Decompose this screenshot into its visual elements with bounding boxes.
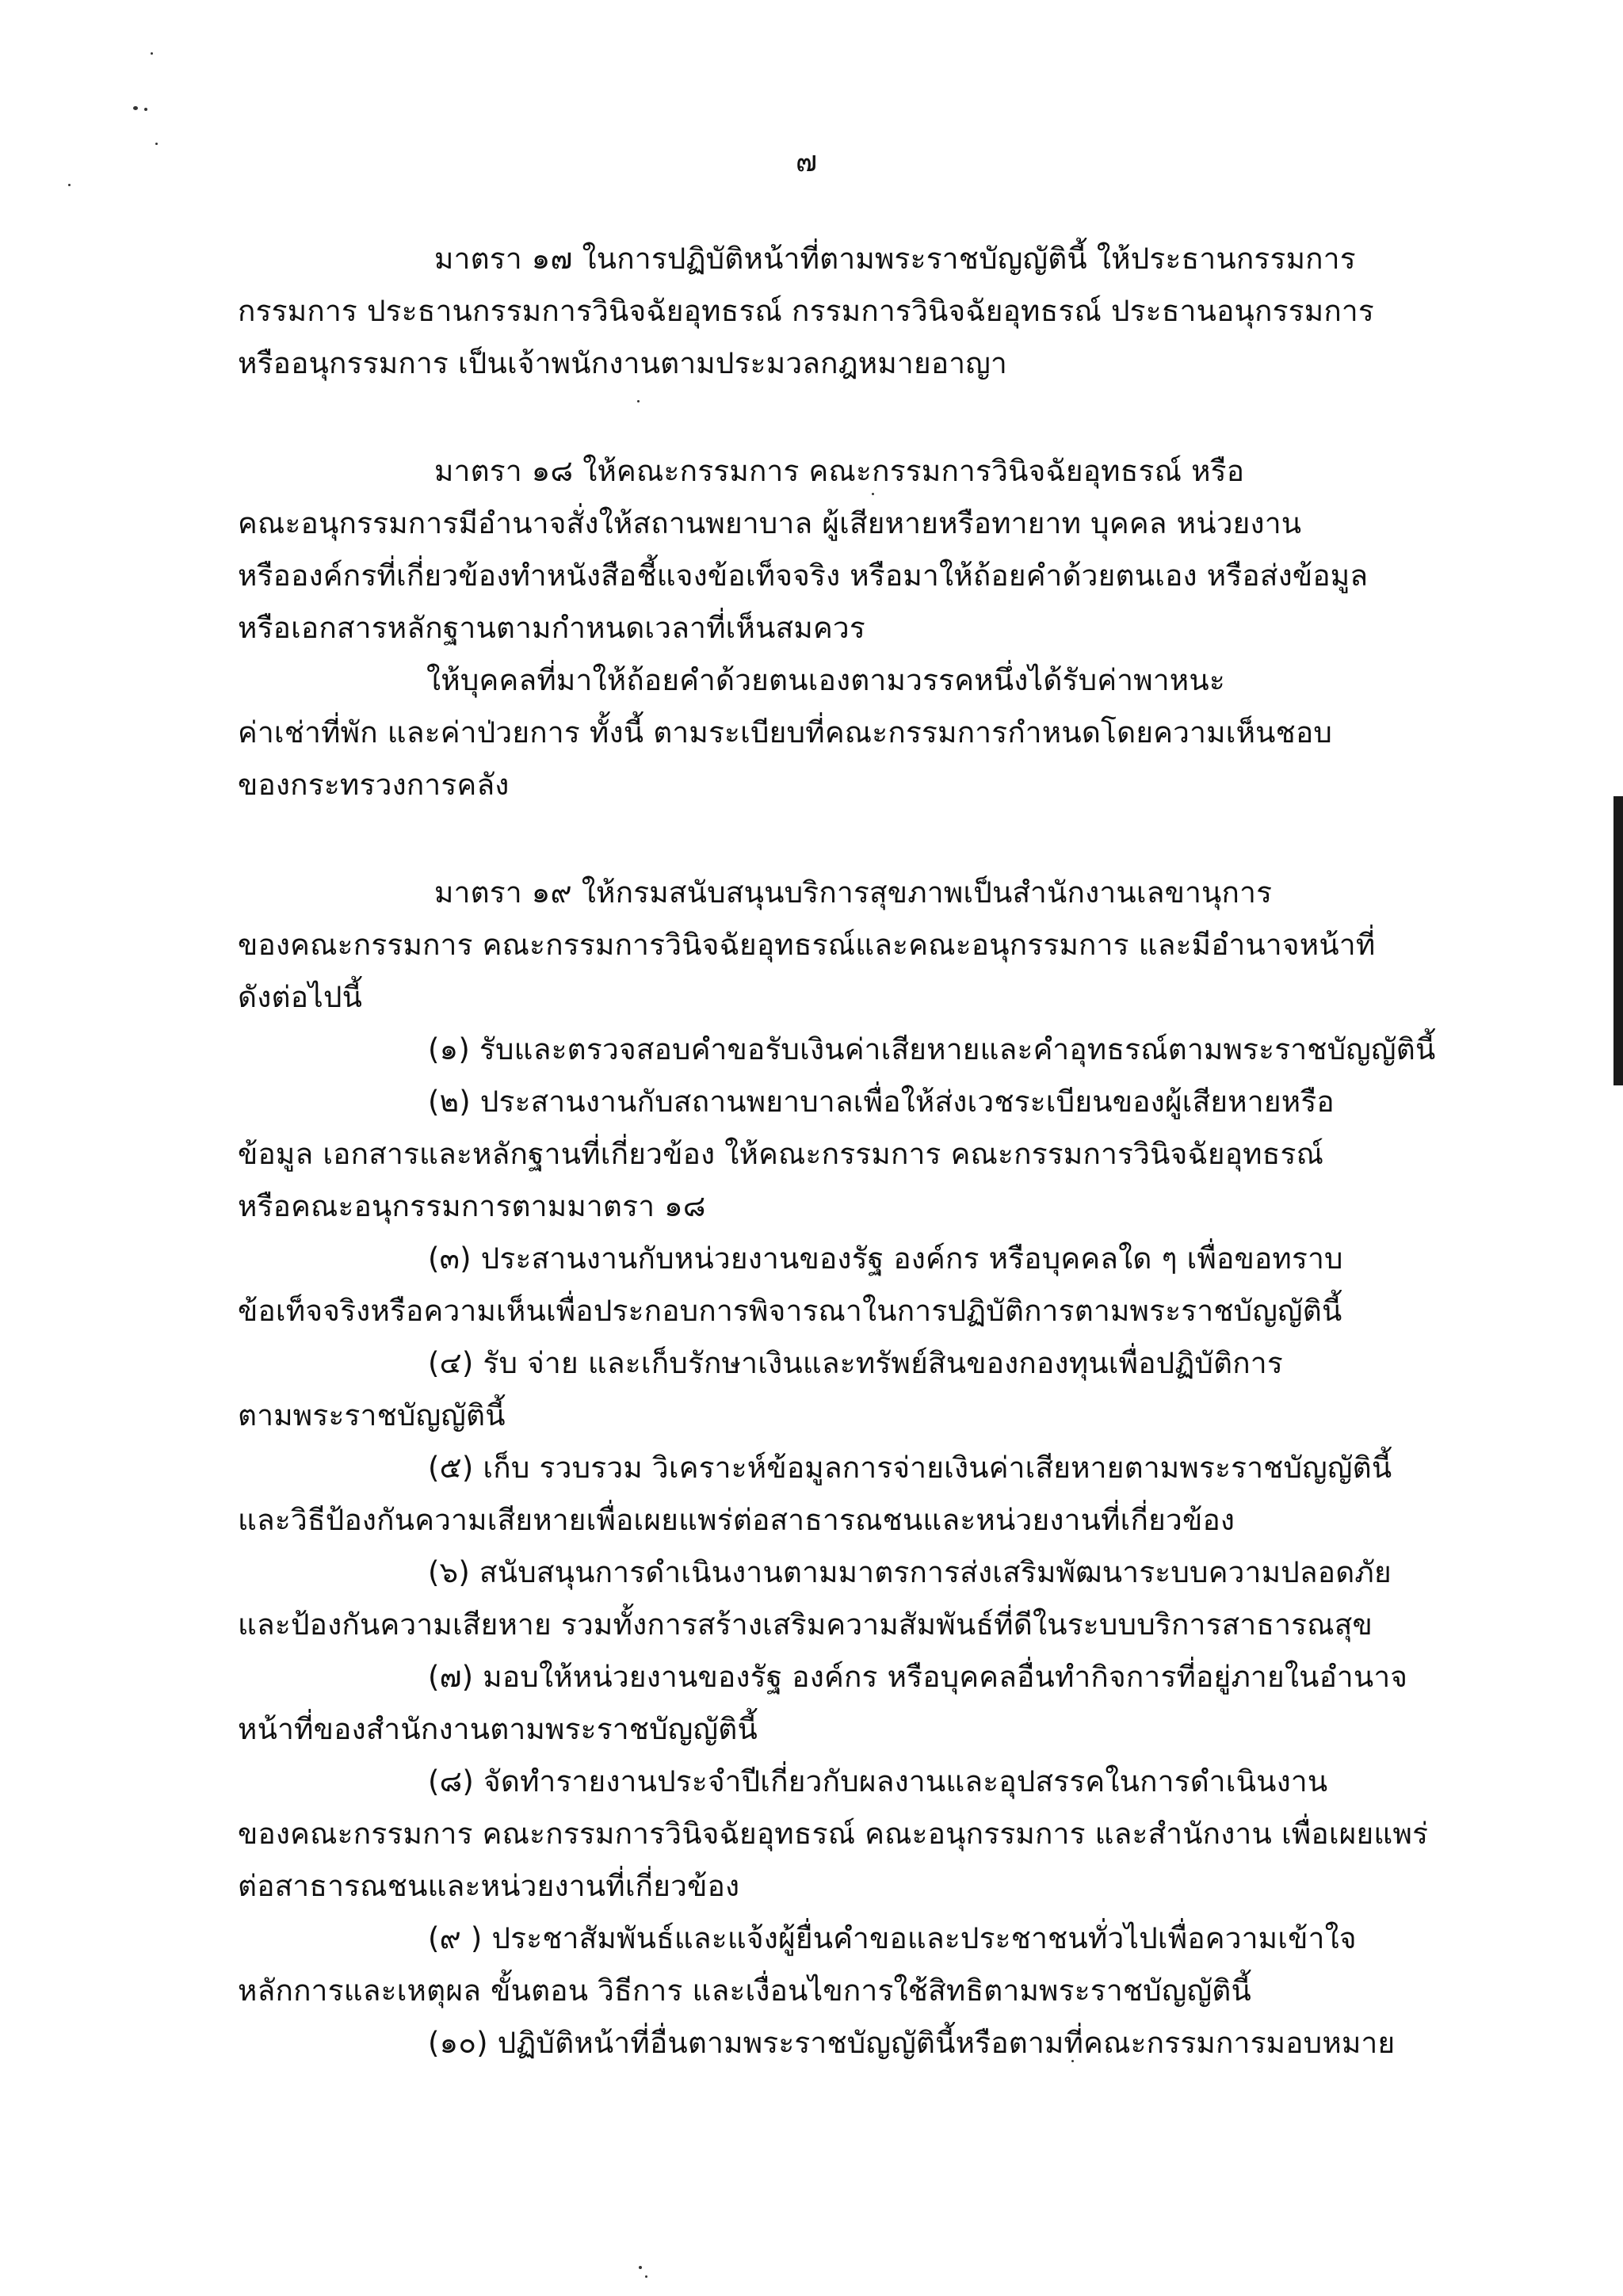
section-19-item-1: (๑) รับและตรวจสอบคำขอรับเงินค่าเสียหายและคำอุทธรณ์ตามพระราชบัญญัตินี้ bbox=[428, 1032, 1436, 1066]
section-19-item-4: (๔) รับ จ่าย และเก็บรักษาเงินและทรัพย์สินของกองทุนเพื่อปฏิบัติการ bbox=[428, 1346, 1283, 1380]
section-17-line: กรรมการ ประธานกรรมการวินิจฉัยอุทธรณ์ กรรมการวินิจฉัยอุทธรณ์ ประธานอนุกรรมการ bbox=[238, 294, 1374, 328]
scan-speck bbox=[133, 106, 138, 110]
scan-speck bbox=[637, 400, 640, 402]
section-17-heading-line: มาตรา ๑๗ ในการปฏิบัติหน้าที่ตามพระราชบัญญัตินี้ ให้ประธานกรรมการ bbox=[434, 242, 1356, 276]
scan-speck bbox=[639, 2266, 642, 2269]
section-19-item-2: (๒) ประสานงานกับสถานพยาบาลเพื่อให้ส่งเวชระเบียนของผู้เสียหายหรือ bbox=[428, 1085, 1335, 1119]
section-18-line: ของกระทรวงการคลัง bbox=[238, 768, 510, 802]
section-19-item-3: (๓) ประสานงานกับหน่วยงานของรัฐ องค์กร หรือบุคคลใด ๆ เพื่อขอทราบ bbox=[428, 1241, 1343, 1276]
section-18-paragraph-2-line: ให้บุคคลที่มาให้ถ้อยคำด้วยตนเองตามวรรคหนึ่งได้รับค่าพาหนะ bbox=[426, 663, 1225, 697]
section-19-item-9: (๙ ) ประชาสัมพันธ์และแจ้งผู้ยื่นคำขอและประชาชนทั่วไปเพื่อความเข้าใจ bbox=[428, 1921, 1357, 1955]
section-18-line: หรือองค์กรที่เกี่ยวข้องทำหนังสือชี้แจงข้อเท็จจริง หรือมาให้ถ้อยคำด้วยตนเอง หรือส่งข้อมูล bbox=[238, 559, 1369, 593]
section-19-line: ของคณะกรรมการ คณะกรรมการวินิจฉัยอุทธรณ์ คณะอนุกรรมการ และสำนักงาน เพื่อเผยแพร่ bbox=[238, 1817, 1429, 1851]
section-19-heading-line: มาตรา ๑๙ ให้กรมสนับสนุนบริการสุขภาพเป็นสำนักงานเลขานุการ bbox=[434, 875, 1273, 910]
scan-speck bbox=[1071, 2060, 1074, 2062]
section-18-line: ค่าเช่าที่พัก และค่าป่วยการ ทั้งนี้ ตามระเบียบที่คณะกรรมการกำหนดโดยความเห็นชอบ bbox=[238, 715, 1333, 749]
section-19-item-6: (๖) สนับสนุนการดำเนินงานตามมาตรการส่งเสริมพัฒนาระบบความปลอดภัย bbox=[428, 1555, 1392, 1589]
section-19-line: และวิธีป้องกันความเสียหายเพื่อเผยแพร่ต่อสาธารณชนและหน่วยงานที่เกี่ยวข้อง bbox=[238, 1503, 1235, 1537]
section-19-item-8: (๘) จัดทำรายงานประจำปีเกี่ยวกับผลงานและอุปสรรคในการดำเนินงาน bbox=[428, 1764, 1328, 1798]
section-19-line: ตามพระราชบัญญัตินี้ bbox=[238, 1398, 506, 1432]
scan-speck bbox=[155, 143, 158, 145]
section-19-item-7: (๗) มอบให้หน่วยงานของรัฐ องค์กร หรือบุคคลอื่นทำกิจการที่อยู่ภายในอำนาจ bbox=[428, 1660, 1408, 1694]
section-19-line: ข้อมูล เอกสารและหลักฐานที่เกี่ยวข้อง ให้คณะกรรมการ คณะกรรมการวินิจฉัยอุทธรณ์ bbox=[238, 1137, 1324, 1171]
scan-speck bbox=[645, 2275, 647, 2278]
scan-edge-mark bbox=[1613, 796, 1623, 1085]
section-19-item-10: (๑๐) ปฏิบัติหน้าที่อื่นตามพระราชบัญญัตินี้หรือตามที่คณะกรรมการมอบหมาย bbox=[428, 2026, 1396, 2060]
section-19-line: และป้องกันความเสียหาย รวมทั้งการสร้างเสริมความสัมพันธ์ที่ดีในระบบบริการสาธารณสุข bbox=[238, 1608, 1373, 1642]
scan-speck bbox=[872, 493, 874, 495]
section-18-line: หรือเอกสารหลักฐานตามกำหนดเวลาที่เห็นสมควร bbox=[238, 611, 865, 645]
scan-speck bbox=[68, 184, 71, 186]
section-19-line: หลักการและเหตุผล ขั้นตอน วิธีการ และเงื่อนไขการใช้สิทธิตามพระราชบัญญัตินี้ bbox=[238, 1974, 1252, 2008]
section-17-line: หรืออนุกรรมการ เป็นเจ้าพนักงานตามประมวลกฎหมายอาญา bbox=[238, 346, 1007, 380]
scan-speck bbox=[144, 108, 147, 111]
page-number: ๗ bbox=[796, 146, 818, 178]
section-19-line: หรือคณะอนุกรรมการตามมาตรา ๑๘ bbox=[238, 1189, 706, 1223]
section-19-line: ต่อสาธารณชนและหน่วยงานที่เกี่ยวข้อง bbox=[238, 1869, 740, 1903]
section-19-line: หน้าที่ของสำนักงานตามพระราชบัญญัตินี้ bbox=[238, 1712, 758, 1746]
section-19-line: ของคณะกรรมการ คณะกรรมการวินิจฉัยอุทธรณ์และคณะอนุกรรมการ และมีอำนาจหน้าที่ bbox=[238, 928, 1376, 962]
section-19-line: ข้อเท็จจริงหรือความเห็นเพื่อประกอบการพิจารณาในการปฏิบัติการตามพระราชบัญญัตินี้ bbox=[238, 1294, 1342, 1328]
scan-speck bbox=[151, 52, 153, 55]
section-18-line: คณะอนุกรรมการมีอำนาจสั่งให้สถานพยาบาล ผู้เสียหายหรือทายาท บุคคล หน่วยงาน bbox=[238, 506, 1302, 540]
section-19-item-5: (๕) เก็บ รวบรวม วิเคราะห์ข้อมูลการจ่ายเงินค่าเสียหายตามพระราชบัญญัตินี้ bbox=[428, 1451, 1392, 1485]
section-19-line: ดังต่อไปนี้ bbox=[238, 980, 363, 1014]
section-18-heading-line: มาตรา ๑๘ ให้คณะกรรมการ คณะกรรมการวินิจฉัยอุทธรณ์ หรือ bbox=[434, 454, 1245, 488]
